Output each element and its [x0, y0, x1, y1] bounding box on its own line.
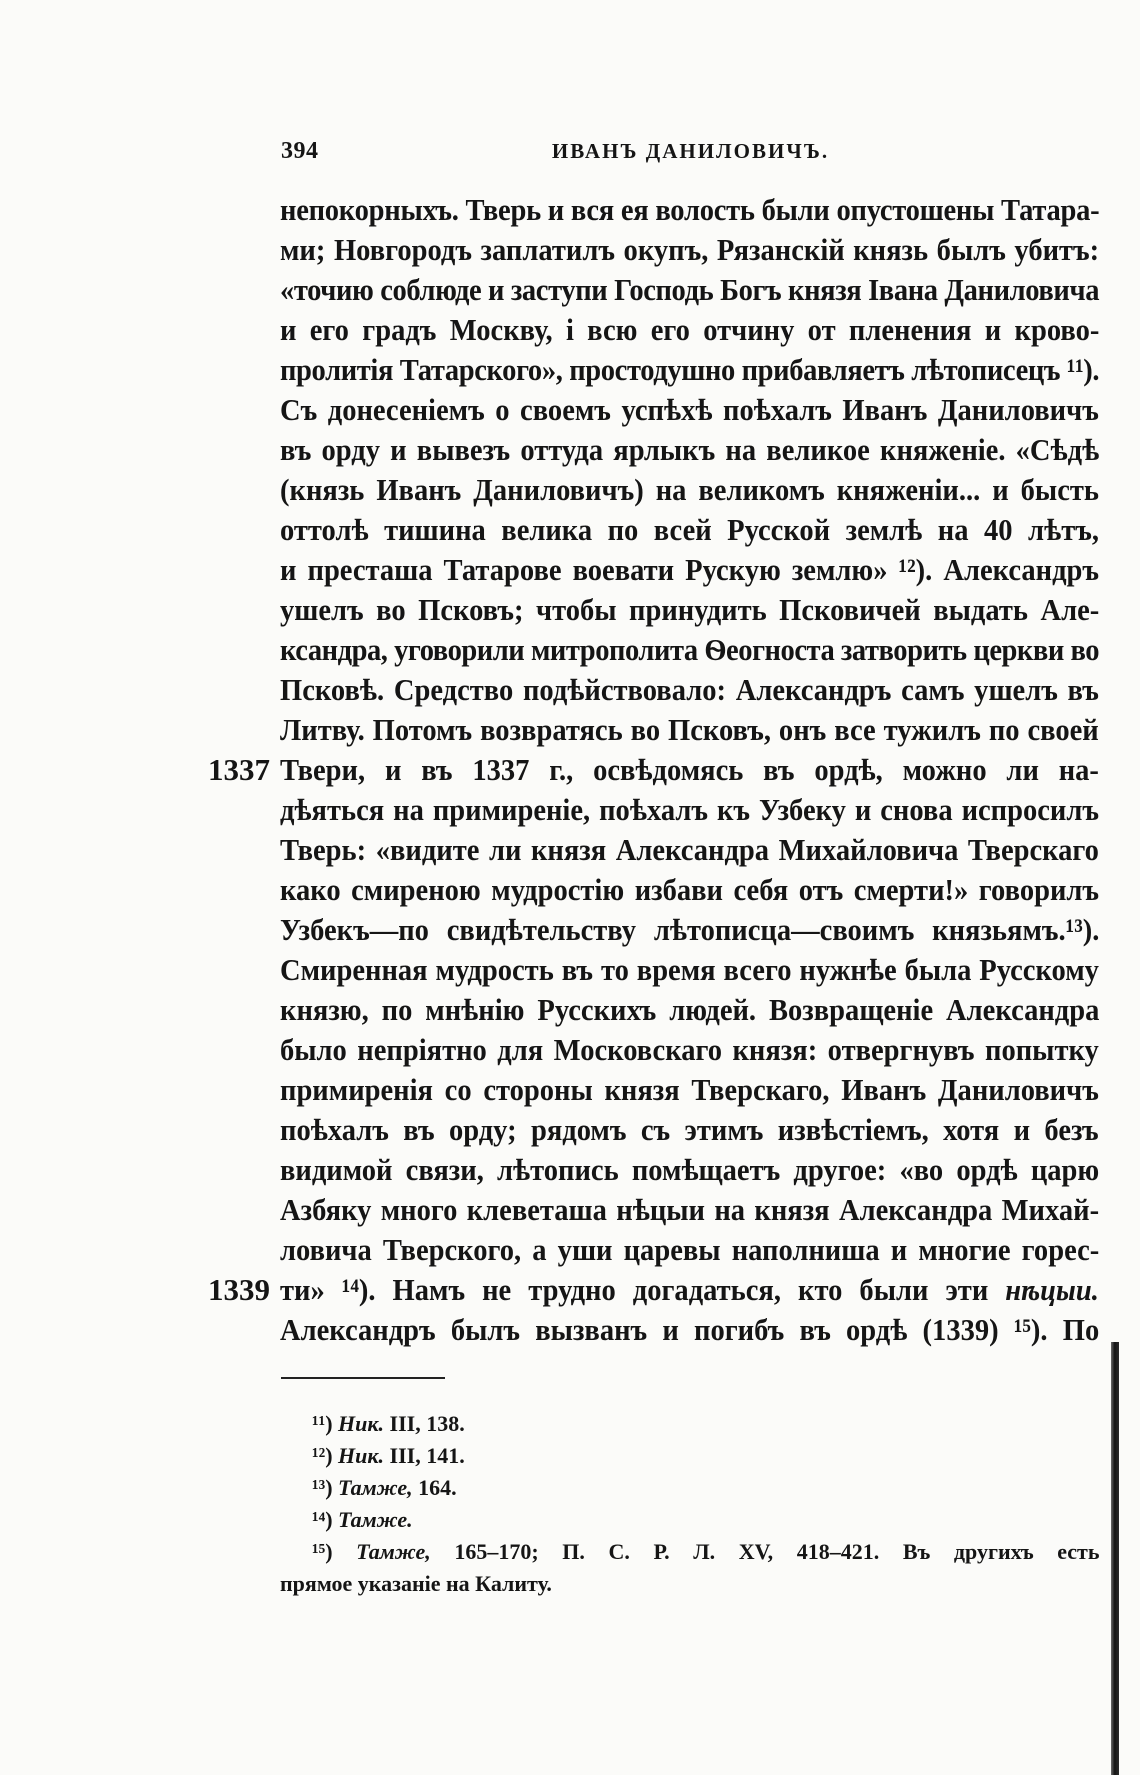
body-line	[280, 350, 1100, 390]
footnote-14	[280, 1504, 1101, 1536]
running-head	[280, 136, 1101, 166]
body-line-text: Съ донесеніемъ о своемъ успѣхѣ поѣхалъ Иванъ Даниловичъ	[280, 392, 1099, 427]
footnotes	[280, 1408, 1101, 1600]
body-line-text: ксандра, уговорили митрополита Ѳеогноста затворить церкви во	[280, 632, 1100, 667]
body-line	[280, 1190, 1100, 1230]
body-line	[280, 750, 1100, 790]
page-number: 394	[281, 138, 319, 164]
body-line	[280, 1150, 1100, 1190]
body-line	[280, 870, 1100, 910]
footnote-mark: ¹²)	[312, 1443, 333, 1468]
body-line-text	[280, 1272, 1099, 1307]
body-line	[280, 1070, 1100, 1110]
body-line	[280, 1110, 1100, 1150]
scan-edge-mark	[1111, 1342, 1119, 1775]
body-line-text: ми; Новгородъ заплатилъ окупъ, Рязанскій князь былъ убитъ:	[280, 232, 1100, 267]
body-line-text: Литву. Потомъ возвратясь во Псковъ, онъ все тужилъ по своей	[280, 712, 1099, 747]
footnote-separator	[281, 1377, 445, 1379]
body-line-text: было непріятно для Московскаго князя: отвергнувъ попытку	[280, 1032, 1099, 1067]
body-line	[280, 790, 1100, 830]
footnote-15-continuation	[280, 1568, 1101, 1600]
footnote-source: Ник.	[338, 1443, 385, 1468]
margin-year-note: 1337	[208, 752, 270, 787]
footnote-12	[280, 1440, 1101, 1472]
footnote-reference: 164.	[418, 1475, 457, 1500]
body-line-text: Азбяку много клеветаша нѣцыи на князя Александра Михай-	[280, 1192, 1100, 1227]
body-line	[280, 1230, 1100, 1270]
body-line	[280, 190, 1100, 230]
body-line	[280, 550, 1100, 590]
body-line-text: Александръ былъ вызванъ и погибъ въ ордѣ (1339) ¹⁵). По	[280, 1312, 1100, 1347]
footnote-source: Тамже,	[356, 1539, 431, 1564]
body-line-text: дѣяться на примиреніе, поѣхалъ къ Узбеку и снова испросилъ	[280, 792, 1100, 827]
footnote-mark: ¹⁴)	[312, 1507, 333, 1532]
body-line	[280, 470, 1100, 510]
body-line-text: видимой связи, лѣтопись помѣщаетъ другое: «во ордѣ царю	[280, 1152, 1100, 1187]
footnote-mark: ¹¹)	[312, 1411, 333, 1436]
body-line-text: непокорныхъ. Тверь и вся ея волость были опустошены Татара-	[280, 192, 1100, 227]
body-line-text-roman: ти» ¹⁴). Намъ не трудно догадаться, кто были эти	[280, 1272, 1006, 1307]
body-line	[280, 390, 1100, 430]
body-line-text-italic: нѣцыи.	[1005, 1272, 1099, 1307]
footnote-source: Тамже,	[338, 1475, 413, 1500]
footnote-13	[280, 1472, 1101, 1504]
footnote-continuation-text: прямое указаніе на Калиту.	[280, 1571, 552, 1596]
body-line	[280, 270, 1100, 310]
body-line	[280, 510, 1100, 550]
body-line-text: како смиреною мудростію избави себя отъ смерти!» говорилъ	[280, 872, 1100, 907]
body-line-text: пролитія Татарского», простодушно прибавляетъ лѣтописецъ ¹¹).	[280, 352, 1100, 387]
running-title: ИВАНЪ ДАНИЛОВИЧЪ.	[551, 139, 830, 163]
body-line-text: князю, по мнѣнію Русскихъ людей. Возвращеніе Александра	[280, 992, 1100, 1027]
footnote-15	[280, 1536, 1101, 1568]
body-line	[280, 950, 1100, 990]
body-line	[280, 230, 1100, 270]
body-line-text: ловича Тверского, а уши царевы наполниша и многие горес-	[280, 1232, 1100, 1267]
footnote-mark: ¹⁵)	[312, 1539, 333, 1564]
body-line	[280, 310, 1100, 350]
body-line-text: Твери, и въ 1337 г., освѣдомясь въ ордѣ, можно ли на-	[280, 752, 1099, 787]
body-line-text: Тверь: «видите ли князя Александра Михайловича Тверскаго	[280, 832, 1099, 867]
body-line	[280, 710, 1100, 750]
footnote-reference: III, 141.	[389, 1443, 465, 1468]
body-line-text: «точию соблюде и заступи Господь Богъ князя Івана Даниловича	[280, 272, 1100, 307]
body-text	[280, 190, 1100, 1350]
text-column	[280, 190, 1112, 1362]
body-line	[280, 910, 1100, 950]
footnote-source: Ник.	[338, 1411, 385, 1436]
body-line	[280, 670, 1100, 710]
body-line	[280, 1030, 1100, 1070]
body-line-text: ушелъ во Псковъ; чтобы принудить Псковичей выдать Але-	[280, 592, 1100, 627]
body-line	[280, 1310, 1100, 1350]
footnote-mark: ¹³)	[312, 1475, 333, 1500]
body-line-text: Узбекъ—по свидѣтельству лѣтописца—своимъ князьямъ.¹³).	[280, 912, 1100, 947]
body-line	[280, 430, 1100, 470]
body-line	[280, 830, 1100, 870]
body-line-text: и его градъ Москву, і всю его отчину от пленения и крово-	[280, 312, 1100, 347]
footnote-source: Тамже.	[338, 1507, 413, 1532]
body-line	[280, 590, 1100, 630]
body-line-text: (князь Иванъ Даниловичъ) на великомъ княженіи... и бысть	[280, 472, 1099, 507]
body-line-text: и престаша Татарове воевати Рускую землю» ¹²). Александръ	[280, 552, 1100, 587]
body-line-text: въ орду и вывезъ оттуда ярлыкъ на великое княженіе. «Сѣдѣ	[280, 432, 1100, 467]
body-line	[280, 630, 1100, 670]
footnote-11	[280, 1408, 1101, 1440]
margin-year-note: 1339	[208, 1272, 270, 1307]
body-line-text: поѣхалъ въ орду; рядомъ съ этимъ извѣстіемъ, хотя и безъ	[280, 1112, 1099, 1147]
body-line-text: Смиренная мудрость въ то время всего нужнѣе была Русскому	[280, 952, 1099, 987]
body-line-text: оттолѣ тишина велика по всей Русской землѣ на 40 лѣтъ,	[280, 512, 1099, 547]
body-line-text: примиренія со стороны князя Тверскаго, Иванъ Даниловичъ	[280, 1072, 1099, 1107]
body-line-text: Псковѣ. Средство подѣйствовало: Александръ самъ ушелъ въ	[280, 672, 1099, 707]
footnote-reference: 165–170; П. С. Р. Л. XV, 418–421. Въ другихъ есть	[454, 1539, 1100, 1564]
body-line	[280, 1270, 1100, 1310]
body-line	[280, 990, 1100, 1030]
footnote-reference: III, 138.	[389, 1411, 465, 1436]
